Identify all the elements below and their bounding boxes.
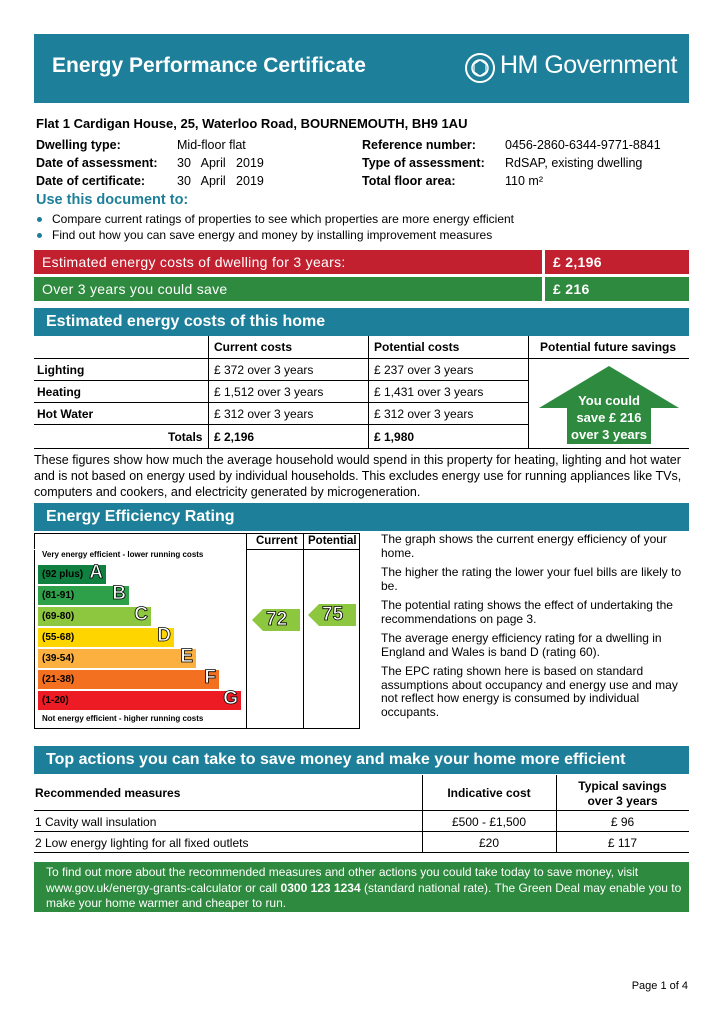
detail-value: Mid-floor flat bbox=[177, 138, 246, 152]
list-item: Find out how you can save energy and money by installing improvement measures bbox=[34, 227, 694, 243]
detail-label: Date of certificate: bbox=[36, 174, 146, 188]
paragraph: The potential rating shows the effect of undertaking the recommendations on page 3. bbox=[381, 598, 673, 626]
band-letter: B bbox=[112, 583, 126, 604]
arrow-line: You could bbox=[578, 393, 640, 408]
band-letter: C bbox=[134, 604, 148, 625]
measure-saving: £ 96 bbox=[610, 815, 635, 829]
list-item: Compare current ratings of properties to see which properties are more energy efficient bbox=[34, 211, 694, 227]
detail-value: 0456-2860-6344-9771-8841 bbox=[505, 138, 661, 152]
detail-label: Dwelling type: bbox=[36, 138, 121, 152]
costs-table bbox=[34, 336, 689, 449]
detail-value: 110 m² bbox=[505, 174, 543, 188]
hm-government-logo: HM Government bbox=[500, 51, 677, 79]
divider bbox=[34, 358, 689, 359]
divider bbox=[303, 533, 304, 729]
certificate-header bbox=[34, 34, 689, 103]
col-current-label: Current bbox=[256, 535, 298, 547]
estimated-costs-value: £ 2,196 bbox=[545, 250, 689, 274]
band-letter: G bbox=[223, 688, 238, 709]
band-letter: F bbox=[204, 667, 216, 688]
save-bar: Over 3 years you could save bbox=[34, 277, 542, 301]
col-potential-label: Potential bbox=[308, 535, 357, 547]
col-measures-header: Recommended measures bbox=[35, 786, 181, 800]
detail-label: Type of assessment: bbox=[362, 156, 485, 170]
divider bbox=[34, 852, 689, 853]
band-range: (81-91) bbox=[42, 590, 75, 601]
actions-heading: Top actions you can take to save money and make your home more efficient bbox=[34, 746, 689, 774]
measure-name: 2 Low energy lighting for all fixed outlets bbox=[35, 836, 249, 850]
band-letter: D bbox=[157, 625, 171, 646]
measure-name: 1 Cavity wall insulation bbox=[35, 815, 157, 829]
detail-value: RdSAP, existing dwelling bbox=[505, 156, 643, 170]
band-range: (1-20) bbox=[42, 695, 69, 706]
divider bbox=[528, 336, 529, 449]
band-range: (21-38) bbox=[42, 674, 75, 685]
col-savings-header: Potential future savings bbox=[540, 340, 677, 354]
totals-label: Totals bbox=[168, 430, 203, 444]
col-potential-header: Potential costs bbox=[374, 340, 460, 354]
use-document-heading: Use this document to: bbox=[36, 192, 189, 208]
actions-table bbox=[34, 775, 689, 853]
info-line bbox=[46, 881, 689, 897]
row-label: Hot Water bbox=[37, 407, 94, 421]
estimated-costs-bar: Estimated energy costs of dwelling for 3 years: bbox=[34, 250, 542, 274]
row-potential: £ 312 over 3 years bbox=[374, 407, 474, 421]
detail-row bbox=[36, 174, 356, 192]
rating-band-g bbox=[38, 688, 241, 710]
costs-note: These figures show how much the average household would spend in this property for heating, lighting and hot water and is not based on energy used by individual households. This excludes energy use for running appliances like TVs, computers and cookers, and electricity generated by microgeneration. bbox=[34, 453, 682, 499]
paragraph: The average energy efficiency rating for a dwelling in England and Wales is band D (rating 60). bbox=[381, 631, 662, 659]
royal-crest-icon bbox=[464, 52, 496, 84]
bottom-label: Not energy efficient - higher running costs bbox=[42, 714, 204, 723]
band-letter: E bbox=[180, 646, 193, 667]
divider bbox=[34, 424, 528, 425]
detail-row bbox=[362, 156, 692, 174]
header-line: over 3 years bbox=[587, 794, 658, 808]
top-label: Very energy efficient - lower running costs bbox=[42, 550, 204, 559]
phone-number[interactable]: 0300 123 1234 bbox=[280, 880, 361, 895]
potential-rating-value: 75 bbox=[322, 604, 344, 625]
divider bbox=[246, 549, 360, 550]
detail-row bbox=[362, 138, 692, 156]
paragraph: The EPC rating shown here is based on standard assumptions about occupancy and energy use and may not reflect how energy is consumed by individual occupants. bbox=[381, 664, 678, 719]
paragraph: The graph shows the current energy efficiency of your home. bbox=[381, 532, 667, 560]
row-potential: £ 1,431 over 3 years bbox=[374, 385, 484, 399]
use-document-list bbox=[34, 211, 694, 243]
row-label: Heating bbox=[37, 385, 82, 399]
detail-row bbox=[36, 138, 356, 156]
measure-cost: £500 - £1,500 bbox=[451, 815, 527, 829]
divider bbox=[34, 810, 689, 811]
info-line: To find out more about the recommended measures and other actions you could take today to save money, visit bbox=[46, 865, 639, 879]
row-current: £ 1,512 over 3 years bbox=[214, 385, 324, 399]
info-line: make your home warmer and cheaper to run. bbox=[46, 896, 287, 910]
measure-cost: £20 bbox=[478, 836, 500, 850]
rating-band-a bbox=[38, 562, 106, 584]
further-info-box bbox=[34, 862, 689, 912]
page-title: Energy Performance Certificate bbox=[52, 54, 366, 77]
divider bbox=[34, 380, 528, 381]
divider bbox=[34, 448, 689, 449]
rating-band-f bbox=[38, 667, 219, 689]
property-address: Flat 1 Cardigan House, 25, Waterloo Road, BOURNEMOUTH, BH9 1AU bbox=[36, 116, 468, 131]
row-label: Lighting bbox=[37, 363, 85, 377]
row-current: £ 372 over 3 years bbox=[214, 363, 314, 377]
detail-label: Total floor area: bbox=[362, 174, 456, 188]
detail-row bbox=[36, 156, 356, 174]
divider bbox=[34, 831, 689, 832]
divider bbox=[246, 533, 247, 729]
band-range: (55-68) bbox=[42, 632, 75, 643]
arrow-line: save £ 216 bbox=[576, 410, 642, 425]
details-left bbox=[36, 138, 356, 192]
link-text[interactable]: www.gov.uk/energy-grants-calculator or call bbox=[46, 880, 281, 895]
paragraph: The higher the rating the lower your fuel bills are likely to be. bbox=[381, 565, 682, 593]
divider bbox=[34, 402, 528, 403]
efficiency-heading: Energy Efficiency Rating bbox=[34, 503, 689, 531]
rating-band-b bbox=[38, 583, 129, 605]
measure-saving: £ 117 bbox=[607, 836, 638, 850]
detail-row bbox=[362, 174, 692, 192]
rating-band-c bbox=[38, 604, 151, 626]
row-potential: £ 237 over 3 years bbox=[374, 363, 474, 377]
costs-section-heading: Estimated energy costs of this home bbox=[34, 308, 689, 336]
detail-label: Reference number: bbox=[362, 138, 476, 152]
save-value: £ 216 bbox=[545, 277, 689, 301]
col-cost-header: Indicative cost bbox=[447, 786, 531, 800]
info-text: (standard national rate). The Green Deal may enable you to bbox=[360, 880, 682, 895]
rating-band-e bbox=[38, 646, 196, 668]
row-current: £ 312 over 3 years bbox=[214, 407, 314, 421]
rating-band-d bbox=[38, 625, 174, 647]
savings-arrow-text bbox=[567, 392, 651, 443]
current-rating-value: 72 bbox=[266, 609, 288, 630]
totals-potential: £ 1,980 bbox=[374, 430, 415, 444]
detail-label: Date of assessment: bbox=[36, 156, 158, 170]
arrow-line: over 3 years bbox=[571, 427, 647, 442]
band-letter: A bbox=[89, 562, 103, 583]
band-range: (92 plus) bbox=[42, 569, 84, 580]
efficiency-explanation bbox=[381, 533, 689, 719]
detail-value: 30 April 2019 bbox=[177, 174, 264, 188]
details-right bbox=[362, 138, 692, 192]
page-number: Page 1 of 4 bbox=[631, 980, 688, 992]
divider bbox=[368, 336, 369, 449]
header-line: Typical savings bbox=[578, 779, 667, 793]
band-range: (39-54) bbox=[42, 653, 75, 664]
band-range: (69-80) bbox=[42, 611, 75, 622]
detail-value: 30 April 2019 bbox=[177, 156, 264, 170]
divider bbox=[208, 336, 209, 449]
totals-current: £ 2,196 bbox=[214, 430, 255, 444]
col-savings-header bbox=[556, 779, 689, 809]
col-current-header: Current costs bbox=[214, 340, 293, 354]
